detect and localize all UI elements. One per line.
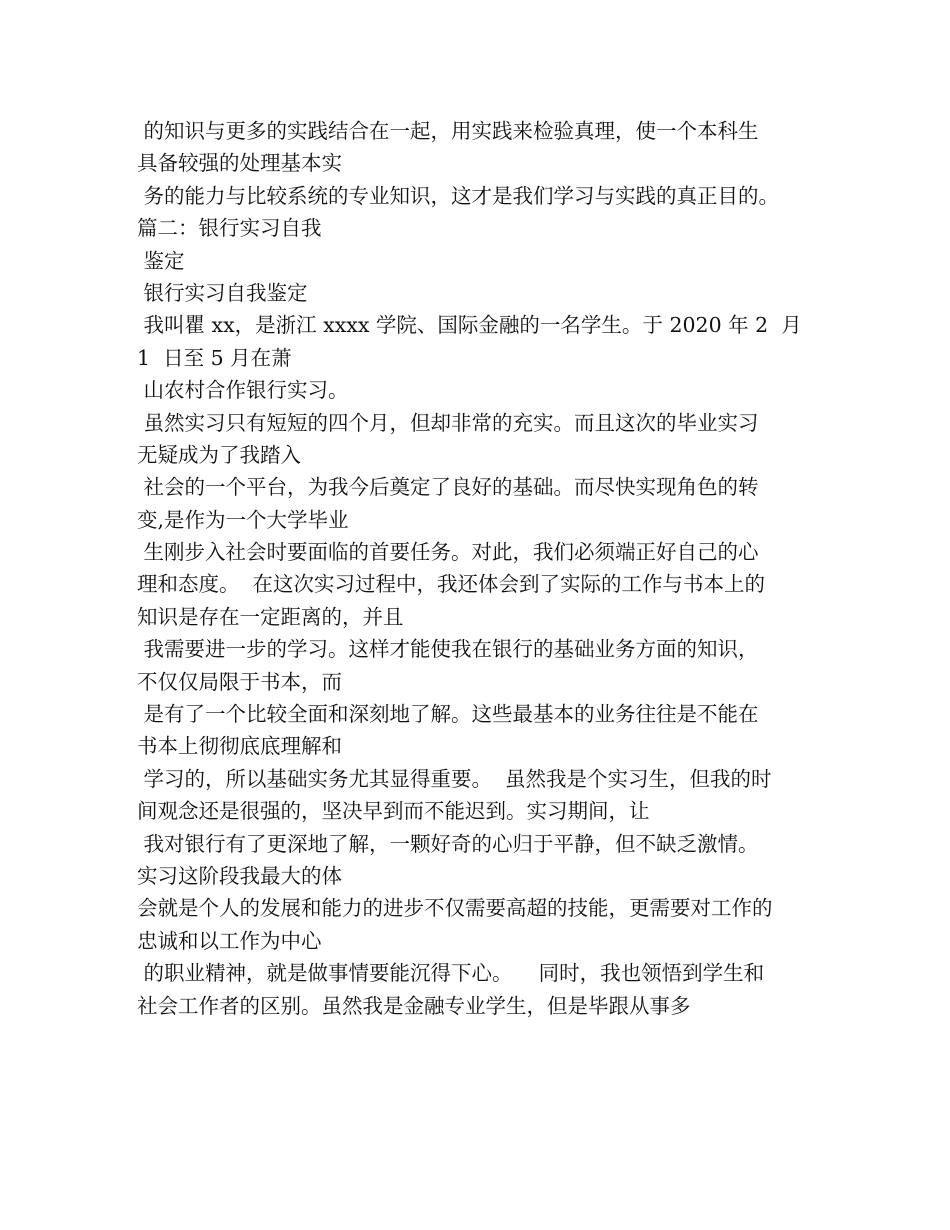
text-line: 的知识与更多的实践结合在一起，用实践来检验真理，使一个本科生 (137, 119, 759, 143)
text-line: 山农村合作银行实习。 (137, 378, 349, 403)
text-line: 理和态度。 在这次实习过程中，我还体会到了实际的工作与书本上的 (137, 572, 766, 597)
text-line: 我叫瞿 xx，是浙江 xxxx 学院、国际金融的一名学生。于 2020 年 2 月 (137, 313, 802, 338)
text-line: 书本上彻彻底底理解和 (137, 734, 342, 759)
text-line: 我需要进一步的学习。这样才能使我在银行的基础业务方面的知识， (137, 637, 759, 662)
article-title: 银行实习自我鉴定 (137, 280, 308, 305)
text-line: 忠诚和以工作为中心 (137, 928, 322, 953)
text-line: 务的能力与比较系统的专业知识，这才是我们学习与实践的真正目的。 (137, 183, 780, 208)
text-line: 生刚步入社会时要面临的首要任务。对此，我们必须端正好自己的心 (137, 540, 759, 565)
text-line: 的职业精神，就是做事情要能沉得下心。 同时，我也领悟到学生和 (137, 961, 765, 986)
text-line: 变,是作为一个大学毕业 (137, 507, 349, 532)
text-line: 社会的一个平台，为我今后奠定了良好的基础。而尽快实现角色的转 (137, 475, 759, 500)
text-line: 知识是存在一定距离的，并且 (137, 604, 404, 629)
text-line: 社会工作者的区别。虽然我是金融专业学生，但是毕跟从事多 (137, 993, 691, 1018)
text-line: 实习这阶段我最大的体 (137, 863, 342, 888)
document-body (137, 115, 837, 1022)
text-line: 虽然实习只有短短的四个月，但却非常的充实。而且这次的毕业实习 (137, 410, 759, 435)
text-line: 是有了一个比较全面和深刻地了解。这些最基本的业务往往是不能在 (137, 702, 759, 727)
text-line: 会就是个人的发展和能力的进步不仅需要高超的技能，更需要对工作的 (137, 896, 773, 921)
text-line: 学习的，所以基础实务尤其显得重要。 虽然我是个实习生，但我的时 (137, 766, 772, 791)
text-line: 无疑成为了我踏入 (137, 442, 301, 467)
text-line: 1 日至 5 月在萧 (137, 345, 292, 370)
text-line: 不仅仅局限于书本，而 (137, 669, 342, 694)
text-line: 具备较强的处理基本实 (137, 151, 342, 176)
text-line: 间观念还是很强的，坚决早到而不能迟到。实习期间，让 (137, 799, 650, 824)
text-line: 鉴定 (137, 248, 185, 273)
section-heading: 篇二：银行实习自我 (137, 216, 322, 241)
text-line: 我对银行有了更深地了解，一颗好奇的心归于平静，但不缺乏激情。 (137, 831, 759, 856)
